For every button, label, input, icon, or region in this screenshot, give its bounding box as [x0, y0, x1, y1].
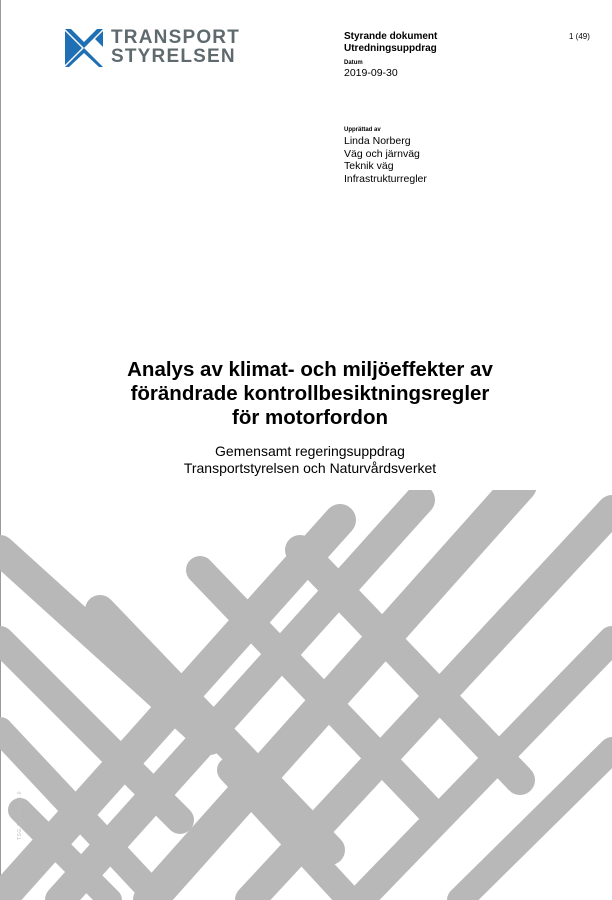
- author-unit: Teknik väg: [344, 160, 394, 172]
- author-block: [344, 126, 544, 185]
- side-code: TSG 2019-02 v1.0: [17, 791, 23, 840]
- author-section: Infrastrukturregler: [344, 172, 427, 185]
- document-title: [60, 358, 560, 430]
- transportstyrelsen-x-logo-icon: [65, 29, 103, 67]
- document-meta: [344, 31, 594, 80]
- subtitle-line2: Transportstyrelsen och Naturvårdsverket: [183, 460, 437, 476]
- date-value: 2019-09-30: [344, 67, 398, 79]
- author-department: Väg och järnväg: [344, 147, 420, 160]
- logo-text: [111, 28, 240, 66]
- page-number: 1 (49): [569, 32, 590, 41]
- title-line3: för motorfordon: [232, 406, 388, 429]
- title-line2: förändrade kontrollbesiktningsregler: [130, 382, 490, 405]
- decorative-road-pattern: [0, 490, 612, 900]
- subtitle-line1: Gemensamt regeringsuppdrag: [215, 443, 405, 459]
- logo-line2: STYRELSEN: [111, 46, 236, 67]
- author-name: Linda Norberg: [344, 135, 411, 147]
- date-label: Datum: [344, 60, 363, 66]
- document-subtitle: [60, 443, 560, 477]
- title-line1: Analys av klimat- och miljöeffekter av: [127, 358, 493, 381]
- doc-type-line2: Utredningsuppdrag: [344, 43, 437, 54]
- transportstyrelsen-logo: [65, 27, 241, 68]
- author-label: Upprättad av: [344, 127, 381, 133]
- doc-type-line1: Styrande dokument: [344, 31, 438, 42]
- logo-line1: TRANSPORT: [111, 27, 241, 48]
